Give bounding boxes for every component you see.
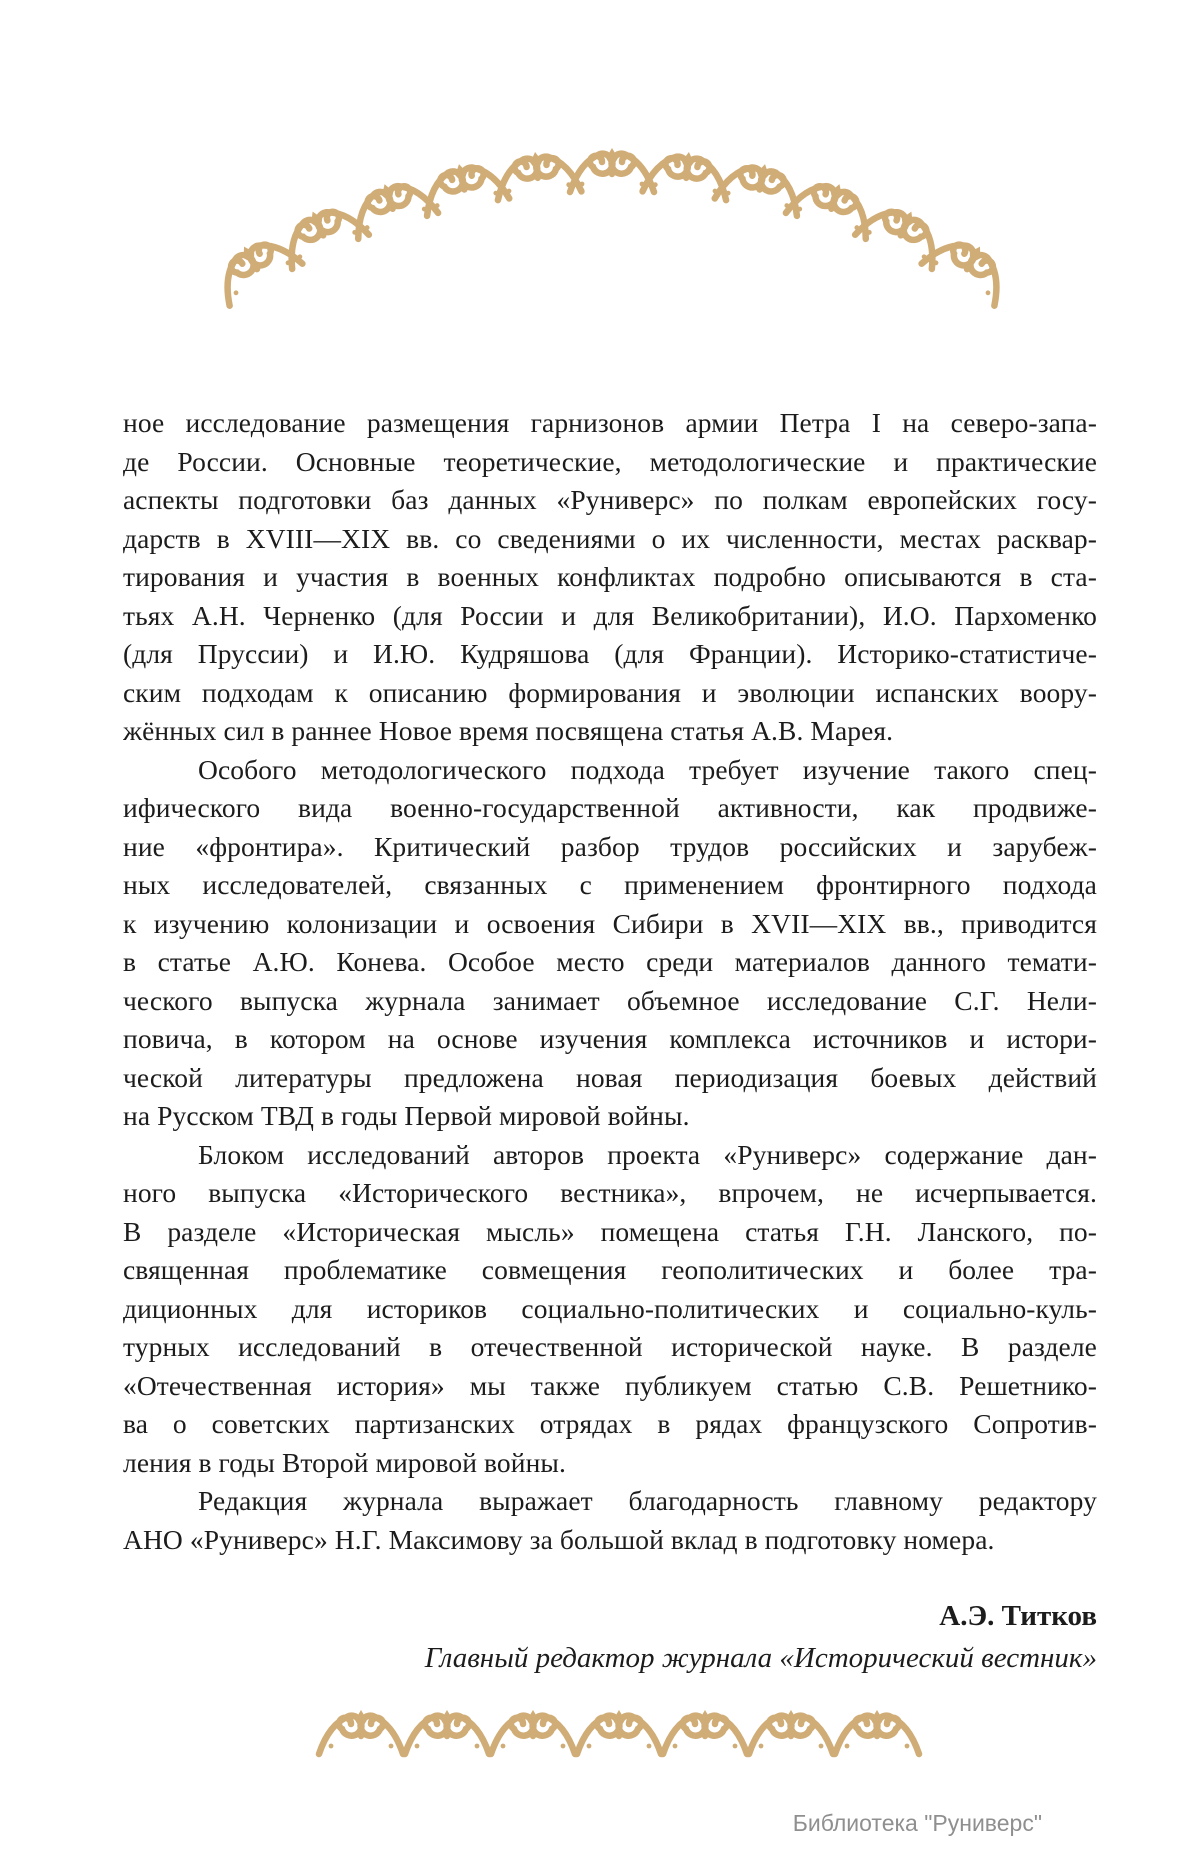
text-line: на Русском ТВД в годы Первой мировой войны. bbox=[123, 1100, 690, 1131]
body-text bbox=[123, 404, 1097, 1559]
text-line: диционных для историков социально-политических и социально-куль- bbox=[123, 1292, 1097, 1324]
text-line: АНО «Руниверс» Н.Г. Максимову за большой вклад в подготовку номера. bbox=[123, 1523, 995, 1555]
text-line: в статье А.Ю. Конева. Особое место среди материалов данного темати- bbox=[123, 946, 1097, 977]
text-line: аспекты подготовки баз данных «Руниверс» по полкам европейских госу- bbox=[123, 484, 1097, 515]
text-line: турных исследований в отечественной исторической науке. В разделе bbox=[123, 1331, 1097, 1362]
editor-title: Главный редактор журнала «Исторический вестник» bbox=[424, 1642, 1097, 1674]
top-arc-ornament bbox=[0, 0, 1200, 330]
text-line: В разделе «Историческая мысль» помещена статья Г.Н. Ланского, по- bbox=[123, 1215, 1097, 1247]
text-line: Особого методологического подхода требует изучение такого спец- bbox=[198, 753, 1097, 785]
text-line: ческой литературы предложена новая периодизация боевых действий bbox=[123, 1061, 1097, 1093]
text-line: Блоком исследований авторов проекта «Руниверс» содержание дан- bbox=[198, 1138, 1097, 1170]
text-line: повича, в котором на основе изучения комплекса источников и истори- bbox=[123, 1023, 1097, 1054]
text-line: тьях А.Н. Черненко (для России и для Великобритании), И.О. Пархоменко bbox=[123, 599, 1097, 631]
text-line: жённых сил в раннее Новое время посвящена статья А.В. Марея. bbox=[123, 715, 894, 746]
text-line: «Отечественная история» мы также публикуем статью С.В. Решетнико- bbox=[123, 1369, 1097, 1401]
text-line: священная проблематике совмещения геополитических и более тра- bbox=[123, 1254, 1097, 1285]
bottom-band-ornament bbox=[0, 1704, 1200, 1768]
text-line: ления в годы Второй мировой войны. bbox=[123, 1446, 566, 1478]
text-line: дарств в XVIII—XIX вв. со сведениями о их численности, местах расквар- bbox=[123, 522, 1097, 554]
text-line: к изучению колонизации и освоения Сибири в XVII—XIX вв., приводится bbox=[123, 907, 1097, 939]
text-line: ного выпуска «Исторического вестника», впрочем, не исчерпывается. bbox=[123, 1177, 1097, 1208]
text-line: Редакция журнала выражает благодарность главному редактору bbox=[198, 1485, 1097, 1516]
footer-credit: Библиотека "Руниверс" bbox=[792, 1810, 1042, 1836]
text-line: (для Пруссии) и И.Ю. Кудряшова (для Франции). Историко-статистиче- bbox=[123, 638, 1097, 669]
text-line: ческого выпуска журнала занимает объемное исследование С.Г. Нели- bbox=[123, 984, 1097, 1016]
text-line: ским подходам к описанию формирования и эволюции испанских воору- bbox=[123, 676, 1097, 708]
text-line: де России. Основные теоретические, методологические и практические bbox=[123, 445, 1097, 477]
editor-name: А.Э. Титков bbox=[939, 1600, 1097, 1632]
text-line: ное исследование размещения гарнизонов армии Петра I на северо-запа- bbox=[123, 407, 1097, 438]
text-line: ва о советских партизанских отрядах в рядах французского Сопротив- bbox=[123, 1408, 1097, 1439]
text-line: ние «фронтира». Критический разбор трудов российских и зарубеж- bbox=[123, 830, 1097, 862]
text-line: ифического вида военно-государственной активности, как продвиже- bbox=[123, 792, 1097, 823]
text-line: тирования и участия в военных конфликтах подробно описываются в ста- bbox=[123, 561, 1097, 592]
signature-block bbox=[425, 1596, 1097, 1680]
text-line: ных исследователей, связанных с применением фронтирного подхода bbox=[123, 869, 1097, 900]
